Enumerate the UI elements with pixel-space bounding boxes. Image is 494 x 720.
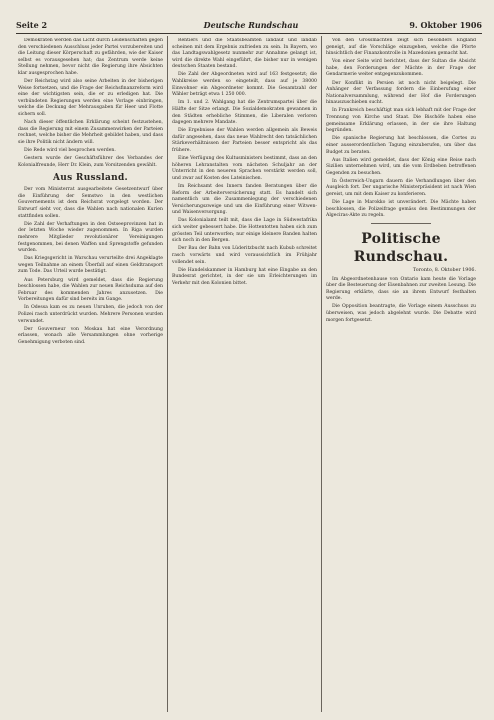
paragraph: Im Abgeordnetenhause von Ontario kam heute die Vorlage über die Besteuerung der Eisenbahnen zur zweiten Lesung. Die Regierung erklärte, dass sie an ihrem Entwurf festhalten werde. bbox=[326, 276, 476, 302]
paragraph: Von den Grossmächten zeigt sich besonders England geneigt, auf die Vorschläge einzugehen, welche die Pforte hinsichtlich der Finanzkontrolle in Mazedonien gemacht hat. bbox=[326, 38, 476, 57]
paragraph: Die spanische Regierung hat beschlossen, die Cortes zu einer ausserordentlichen Tagung einzuberufen, um über das Budget zu beraten. bbox=[326, 136, 476, 155]
paragraph: Der Bau der Bahn von Lüderitzbucht nach Kubub schreitet rasch vorwärts und wird voraussichtlich im Frühjahr vollendet sein. bbox=[172, 246, 317, 265]
section-headline: Politische Rundschau. bbox=[353, 230, 449, 265]
paragraph: Rentiers und die Staatsbeamten landauf und landab scheinen mit dem Ergebnis zufrieden zu sein. In Bayern, wo das Landtagswahlgesetz nunmehr zur Annahme gelangt ist, wird die direkte Wahl eingeführt, die bisher nur in wenigen deutschen Staaten bestand. bbox=[172, 38, 317, 70]
paragraph: Die Zahl der Abgeordneten wird auf 163 festgesetzt; die Wahlkreise werden so eingeteilt, dass auf je 38000 Einwohner ein Abgeordneter kommt. Die Gesamtzahl der Wähler beträgt etwa 1 250 000. bbox=[172, 72, 317, 98]
paragraph: Von einer Seite wird berichtet, dass der Sultan die Absicht habe, den Forderungen der Mächte in der Frage der Gendarmerie weiter entgegenzukommen. bbox=[326, 59, 476, 78]
paragraph: Der Gouverneur von Moskau hat eine Verordnung erlassen, wonach alle Versammlungen ohne vorherige Genehmigung verboten sind. bbox=[18, 326, 163, 345]
paragraph: Der vom Ministerrat ausgearbeitete Gesetzentwurf über die Einführung der Semstwo in den westlichen Gouvernements ist dem Reichsrat vorgelegt worden. Der Entwurf sieht vor, dass die Wahlen nach nationalen Kurien stattfinden sollen. bbox=[18, 187, 163, 219]
paragraph: Eine Verfügung des Kultusministers bestimmt, dass an den höheren Lehranstalten vom nächsten Schuljahr an der Unterricht in den neueren Sprachen verstärkt werden soll, und zwar auf Kosten des Lateinischen. bbox=[172, 156, 317, 181]
paragraph: In Österreich-Ungarn dauern die Verhandlungen über den Ausgleich fort. Der ungarische Ministerpräsident ist nach Wien gereist, um mit dem Kaiser zu konferieren. bbox=[326, 178, 476, 198]
paragraph: Das Kolonialamt teilt mit, dass die Lage in Südwestafrika sich weiter gebessert habe. Die Hottentotten haben sich zum grössten Teil unterworfen; nur einige kleinere Banden halten sich noch in den Bergen. bbox=[172, 218, 317, 244]
section-heading: Aus Russland. bbox=[52, 173, 128, 184]
paragraph: Der Konflikt in Persien ist noch nicht beigelegt. Die Anhänger der Verfassung fordern die Einberufung einer Nationalversammlung, während der Hof die Forderungen hinauszuschieben sucht. bbox=[326, 80, 476, 106]
column-3 bbox=[326, 38, 476, 710]
paragraph: Im Reichsamt des Innern fanden Beratungen über die Reform der Arbeiterversicherung statt. Es handelt sich namentlich um die Zusammenlegung der verschiedenen Versicherungszweige und um die Einführung einer Witwen- und Waisenversorgung. bbox=[172, 183, 317, 216]
paragraph: Im 1. und 2. Wahlgang hat die Zentrumspartei über die Hälfte der Sitze erlangt. Die Sozialdemokraten gewannen in den Städten erhebliche Stimmen, die Liberalen verloren dagegen mehrere Mandate. bbox=[172, 100, 317, 126]
page-header bbox=[16, 18, 482, 32]
issue-date: 9. Oktober 1906 bbox=[409, 20, 482, 30]
paragraph: Nach dieser öffentlichen Erklärung scheint festzustehen, dass die Regierung mit einem Zusammenwirken der Parteien rechnet, welche bisher die Mehrheit gebildet haben, und dass sie ihre Politik nicht ändern will. bbox=[18, 120, 163, 145]
paragraph: Die Rede wird viel besprochen werden. bbox=[24, 148, 116, 153]
paragraph: Die Handelskammer in Hamburg hat eine Eingabe an den Bundesrat gerichtet, in der sie um Erleichterungen im Verkehr mit den Kolonien bittet. bbox=[172, 267, 317, 286]
paragraph: Aus Petersburg wird gemeldet, dass die Regierung beschlossen habe, die Wahlen zur neuen Reichsduma auf den Februar des kommenden Jahres anzusetzen. Die Vorbereitungen dafür sind bereits im Gange. bbox=[18, 277, 163, 303]
dateline: Toronto, 8. Oktober 1906. bbox=[412, 267, 476, 273]
paragraph: Der Reichstag wird also seine Arbeiten in der bisherigen Weise fortsetzen, und die Frage der Reichsfinanzreform wird eine der wichtigsten sein, die er zu erledigen hat. Die verbündeten Regierungen werden eine Vorlage einbringen, welche die Deckung der Mehrausgaben für Heer und Flotte sichern soll. bbox=[18, 79, 163, 118]
column-1 bbox=[18, 38, 163, 710]
section-separator bbox=[371, 223, 431, 224]
paragraph: Die Ergebnisse der Wahlen werden allgemein als Beweis dafür angesehen, dass das neue Wahlrecht den tatsächlichen Stärkeverhältnissen der Parteien besser entspricht als das frühere. bbox=[172, 128, 317, 153]
paragraph: Demokraten werden das Licht durch Leidenschaften gegen den verschiedenen Ausschluss jeder Partei vorzubereiten und die Leitung dieser Körperschaft zu gefährden, wie der Kaiser selbst es vorausgesehen hat; das Zentrum werde keine Stellung nehmen, bevor nicht die Regierung ihre Absichten klar ausgesprochen habe. bbox=[18, 38, 163, 76]
paragraph: In Frankreich beschäftigt man sich lebhaft mit der Frage der Trennung von Kirche und Staat. Die Bischöfe haben eine gemeinsame Erklärung erlassen, in der sie ihre Haltung begründen. bbox=[326, 108, 476, 134]
paragraph: Die Lage in Marokko ist unverändert. Die Mächte haben beschlossen, die Polizeifrage gemäss den Bestimmungen der Algeciras-Akte zu regeln. bbox=[326, 200, 476, 219]
column-divider bbox=[167, 36, 168, 712]
column-2 bbox=[172, 38, 317, 710]
paragraph: Gestern wurde der Geschäftsführer des Verbandes der Kolonialfreunde, Herr Dr. Klein, zum Vorsitzenden gewählt. bbox=[18, 156, 163, 168]
paragraph: Die Opposition beantragte, die Vorlage einem Ausschuss zu überweisen, was jedoch abgelehnt wurde. Die Debatte wird morgen fortgesetzt. bbox=[326, 304, 476, 323]
newspaper-title: Deutsche Rundschau bbox=[203, 20, 299, 30]
column-divider bbox=[321, 36, 322, 712]
paragraph: Aus Italien wird gemeldet, dass der König eine Reise nach Sizilien unternehmen wird, um die vom Erdbeben betroffenen Gegenden zu besuchen. bbox=[326, 157, 476, 176]
paragraph: In Odessa kam es zu neuen Unruhen, die jedoch von der Polizei rasch unterdrückt wurden. Mehrere Personen wurden verwundet. bbox=[18, 305, 163, 324]
paragraph: Das Kriegsgericht in Warschau verurteilte drei Angeklagte wegen Teilnahme an einem Überfall auf einen Geldtransport zum Tode. Das Urteil wurde bestätigt. bbox=[18, 256, 163, 275]
page-number: Seite 2 bbox=[16, 20, 48, 30]
header-rule bbox=[16, 33, 482, 34]
paragraph: Die Zahl der Verhaftungen in den Ostseeprovinzen hat in der letzten Woche wieder zugenommen. In Riga wurden mehrere Mitglieder revolutionärer Vereinigungen festgenommen, bei denen Waffen und Sprengstoffe gefunden wurden. bbox=[18, 221, 163, 254]
